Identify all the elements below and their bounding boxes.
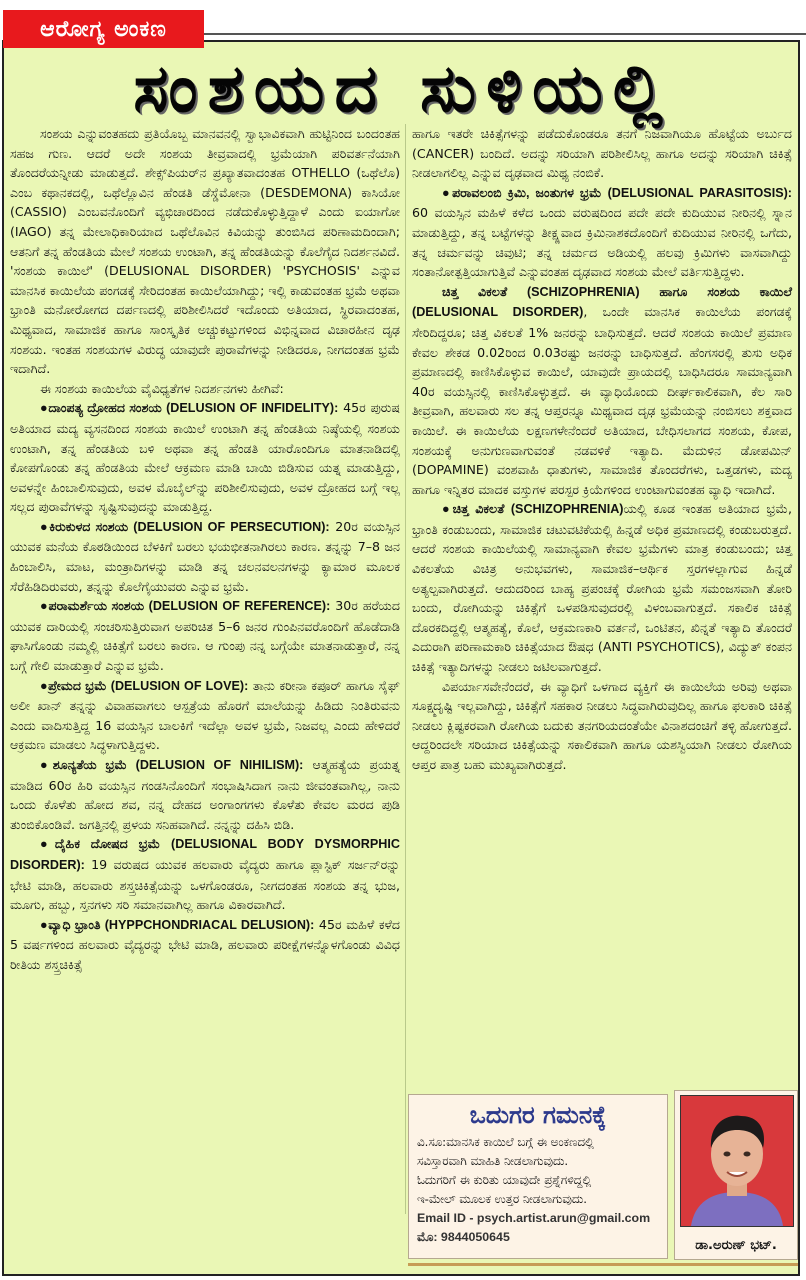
left-column bbox=[10, 124, 400, 975]
subsection-paragraph bbox=[10, 834, 400, 914]
body-paragraph bbox=[412, 124, 792, 183]
paragraph-text: 60 ವಯಸ್ಸಿನ ಮಹಿಳೆ ಕಳೆದ ಒಂದು ವರುಷದಿಂದ ಪದೇ ಪದೇ ಕುದಿಯುವ ನೀರಿನಲ್ಲಿ ಸ್ನಾನ ಮಾಡುತ್ತಿದ್ದು, ತನ್ನ ಬಟ್ಟೆಗಳನ್ನು ತೀಕ್ಷ್ಣವಾದ ಕ್ರಿಮಿನಾಶಕದೊಂದಿಗೆ ಕುದಿಯುವ ನೀರಿನಲ್ಲಿ ಒಗೆದು, ತನ್ನ ಚರ್ಮವನ್ನು ಚಿವುಟಿ; ತನ್ನ ಚರ್ಮದ ಅಡಿಯಲ್ಲಿ ಹಲವು ಕ್ರಿಮಿಗಳು ವಾಸವಾಗಿದ್ದು ಸಂತಾನೋತ್ಪತ್ತಿಯಾಗುತ್ತಿವೆ ಎನ್ನುವಂತಹ ದೃಢವಾದ ಸಂಶಯ ಮೇಲೆ ವರ್ತಿಸುತ್ತಿದ್ದಳು. bbox=[412, 205, 792, 280]
subsection-heading: ●ದೈಹಿಕ ದೋಷದ ಭ್ರಮೆ (DELUSIONAL BODY DYSMORPHIC DISORDER): bbox=[10, 837, 400, 872]
author-email[interactable]: Email ID - psych.artist.arun@gmail.com bbox=[417, 1211, 651, 1225]
paragraph-text: ಸಂಶಯ ಎನ್ನುವಂತಹದು ಪ್ರತಿಯೊಬ್ಬ ಮಾನವನಲ್ಲಿ ಸ್ವಾಭಾವಿಕವಾಗಿ ಹುಟ್ಟಿನಿಂದ ಬಂದಂತಹ ಸಹಜ ಗುಣ. ಆದರೆ ಅದೇ ಸಂಶಯ ತೀವ್ರವಾದಲ್ಲಿ ಭ್ರಮೆಯಾಗಿ ಪರಿವರ್ತನೆಯಾಗಿ ತೊಂದರೆಯನ್ನೀಡು ಮಾಡುತ್ತದೆ. ಶೇಕ್ಸ್‌ಪಿಯರ್‌ನ ಪ್ರಖ್ಯಾತವಾದಂತಹ OTHELLO (ಒಥೆಲೊ) ಎಂಬ ಕಥಾನಕದಲ್ಲಿ, ಒಥೆಲ್ಲೊವಿನ ಹೆಂಡತಿ ಡೆಸ್ಡೆಮೋನಾ (DESDEMONA) ಕಾಸಿಯೋ (CASSIO) ಎಂಬವನೊಂದಿಗೆ ವ್ಯಭಿಚಾರದಿಂದ ನಡೆದುಕೊಳ್ಳುತ್ತಿದ್ದಾಳೆ ಎಂದು ಐಯಾಗೋ (IAGO) ತನ್ನ ಮೇಲಾಧಿಕಾರಿಯಾದ ಒಥೆಲೊವಿನ ಕಿವಿಯನ್ನು ತುಂಬಿಸಿದ ಪರಿಣಾಮದಿಂದಾಗಿ; ಆತನಿಗೆ ತನ್ನ ಹೆಂಡತಿಯ ಮೇಲೆ ಸಂಶಯ ಉಂಟಾಗಿ, ತನ್ನ ಹೆಂಡತಿಯನ್ನು ಕೊಲೆಗೈದ ನಿದರ್ಶನವಿದೆ. 'ಸಂಶಯ ಕಾಯಿಲೆ' (DELUSIONAL DISORDER) 'PSYCHOSIS' ಎನ್ನುವ ಮಾನಸಿಕ ಕಾಯಿಲೆಯ ಪಂಗಡಕ್ಕೆ ಸೇರಿದಂತಹ ಕಾಯಿಲೆಯಾಗಿದ್ದು; ಇಲ್ಲಿ ಕಾಡುವಂತಹ ಭ್ರಮೆ ಅಥವಾ ಭ್ರಾಂತಿ ಮನೋರೋಗದ ದರ್ಪಣದಲ್ಲಿ ಪರಿಶೀಲಿಸಿದರೆ ಇದೊಂದು ಅತಿಯಾದ, ಸ್ಥಿರವಾದಂತಹ, ಮಿಥ್ಯವಾದ, ಸಾಮಾಜಿಕ ಹಾಗೂ ಸಾಂಸ್ಕೃತಿಕ ಅಚ್ಚುಕಟ್ಟುಗಳಿಂದ ವಿಭಿನ್ನವಾದ ವಿಚಾರಹೀನ ದೃಢ ಸಂಶಯ. ಇಂತಹ ಸಂಶಯಗಳ ವಿರುದ್ಧ ಯಾವುದೇ ಪುರಾವೆಗಳನ್ನು ನೀಡಿದರೂ, ನೀಗದಂತಹ ಭ್ರಮೆ ಇದಾಗಿದೆ. bbox=[10, 126, 400, 377]
portrait-illustration bbox=[681, 1096, 793, 1226]
subsection-paragraph bbox=[10, 676, 400, 755]
subsection-paragraph bbox=[10, 398, 400, 517]
paragraph-text: , ಒಂದೇ ಮಾನಸಿಕ ಕಾಯಿಲೆಯ ಪಂಗಡಕ್ಕೆ ಸೇರಿದಿದ್ದರೂ; ಚಿತ್ತ ವಿಕಲತೆ 1% ಜನರನ್ನು ಬಾಧಿಸುತ್ತದೆ. ಆದರೆ ಸಂಶಯ ಕಾಯಿಲೆ ಪ್ರಮಾಣ ಕೇವಲ ಶೇಕಡ 0.02ರಿಂದ 0.03ರಷ್ಟು ಜನರನ್ನು ಬಾಧಿಸುತ್ತದೆ. ಹೆಂಗಸರಲ್ಲಿ ತುಸು ಅಧಿಕ ಪ್ರಮಾಣದಲ್ಲಿ ಕಾಣಿಸಿಕೊಳ್ಳುವ ಕಾಯಿಲೆ, ಯಾವುದೇ ಪ್ರಾಯದಲ್ಲಿ ಬಾಧಿಸಿದರೂ ಸಾಮಾನ್ಯವಾಗಿ 40ರ ವಯಸ್ಸಿನಲ್ಲಿ ಕಾಣಿಸಿಕೊಳ್ಳುತ್ತದೆ. ಈ ವ್ಯಾಧಿಯೊಂದು ದೀರ್ಘಕಾಲಿಕವಾಗಿ, ಕೆಲ ಸಾರಿ ತೀವ್ರವಾಗಿ, ಹಲವಾರು ಸಲ ತನ್ನ ಆಪ್ತರನ್ನೂ ಮಿಥ್ಯವಾದ ದೃಢ ಭ್ರಮೆಯನ್ನು ನಂಬಿಸಲು ಶಕ್ತವಾದ ಕಾಯಿಲೆ. ಈ ಕಾಯಿಲೆಯ ಲಕ್ಷಣಗಳೇನೆಂದರೆ ಅತಿಯಾದ, ಬೇಧಿಸಲಾಗದ ಸಂಶಯ, ಕೋಪ, ಸಂಶಯಕ್ಕೆ ಅನುಗುಣವಾಗುವಂತೆ ನಡವಳಿಕೆ ಇತ್ಯಾದಿ. ಮೆದುಳಿನ ಡೋಪಮಿನ್ (DOPAMINE) ವಂಶವಾಹಿ ಧಾತುಗಳು, ಸಾಮಾಜಿಕ ತೊಂದರೆಗಳು, ಒತ್ತಡಗಳು, ಮದ್ಯ ಹಾಗೂ ಇನ್ನಿತರ ಮಾದಕ ವಸ್ತುಗಳ ಪರಸ್ಪರ ಕ್ರಿಯೆಗಳಿಂದ ಉಂಟಾಗುವಂತಹ ವ್ಯಾಧಿ ಇದಾಗಿದೆ. bbox=[412, 304, 792, 497]
subsection-heading: ●ಚಿತ್ತ ವಿಕಲತೆ (SCHIZOPHRENIA) bbox=[442, 502, 624, 517]
column-divider bbox=[405, 124, 406, 1214]
author-portrait-icon bbox=[680, 1095, 794, 1227]
paragraph-text: ಹಾಗೂ ಇತರೇ ಚಿಕಿತ್ಸೆಗಳನ್ನು ಪಡೆದುಕೊಂಡರೂ ತನಗೆ ನಿಜವಾಗಿಯೂ ಹೊಟ್ಟೆಯ ಅರ್ಬುದ (CANCER) ಬಂದಿದೆ. ಅದನ್ನು ಸರಿಯಾಗಿ ಪರಿಶೀಲಿಸಿಲ್ಲ ಹಾಗೂ ಅದನ್ನು ಸರಿಯಾಗಿ ಚಿಕಿತ್ಸೆ ನೀಡಲಾಗಲಿಲ್ಲ ಎನ್ನುವ ದೃಢವಾದ ಮಿಥ್ಯ ನಂಬಿಕೆ. bbox=[412, 126, 792, 181]
paragraph-text: ಯಲ್ಲಿ ಕೂಡ ಇಂತಹ ಅತಿಯಾದ ಭ್ರಮೆ, ಭ್ರಾಂತಿ ಕಂಡುಬಂದು, ಸಾಮಾಜಿಕ ಚಟುವಟಿಕೆಯಲ್ಲಿ ಹಿನ್ನಡೆ ಅಧಿಕ ಪ್ರಮಾಣದಲ್ಲಿ ಕಂಡುಬರುತ್ತದೆ. ಆದರೆ ಸಂಶಯ ಕಾಯಿಲೆಯಲ್ಲಿ ಸಾಮಾನ್ಯವಾಗಿ ಕೇವಲ ಭ್ರಮೆಗಳು ಮಾತ್ರ ಕಂಡುಬಂದು; ಚಿತ್ತ ವಿಕಲತೆಯ ವಿಚಿತ್ರ ಅನುಭವಗಳು, ಸಾಮಾಜಿಕ–ಆರ್ಥಿಕ ಸ್ತರಗಳಲ್ಲಾಗುವ ಹಿನ್ನಡೆ ಅತ್ಯಲ್ಪವಾಗಿರುತ್ತದೆ. ಆದುದರಿಂದ ಬಾಹ್ಯ ಪ್ರಪಂಚಕ್ಕೆ ರೋಗಿಯ ಭ್ರಮೆ ಸಮಂಜಸವಾಗಿ ತೋರಿ ಬಂದು, ರೋಗಿಯನ್ನು ಚಿಕಿತ್ಸೆಗೆ ಒಳಪಡಿಸುವುದರಲ್ಲಿ ವಿಳಂಬವಾಗುತ್ತದೆ. ಸಕಾಲಿಕ ಚಿಕಿತ್ಸೆ ದೊರಕದಿದ್ದಲ್ಲಿ ಆತ್ಮಹತ್ಯೆ, ಕೊಲೆ, ಆಕ್ರಮಣಕಾರಿ ವರ್ತನೆ, ಒಂಟಿತನ, ಖಿನ್ನತೆ ಇತ್ಯಾದಿ ತೊಂದರೆ ಎದುರಾಗಿ ಪರಿಣಾಮಕಾರಿ ಚಿಕಿತ್ಸೆಯಾದ ಔಷಧ (ANTI PSYCHOTICS), ವಿದ್ಯುತ್ ಕಂಪನ ಚಿಕಿತ್ಸೆ ಇತ್ಯಾದಿಗಳನ್ನು ನೀಡಲು ಜಟಿಲವಾಗುತ್ತದೆ. bbox=[412, 501, 792, 675]
readers-note-line: ಸವಿಸ್ತಾರವಾಗಿ ಮಾಹಿತಿ ನೀಡಲಾಗುವುದು. bbox=[417, 1154, 569, 1168]
readers-note-title: ಒದುಗರ ಗಮನಕ್ಕೆ bbox=[469, 1101, 607, 1129]
readers-note-body bbox=[417, 1133, 659, 1209]
body-paragraph bbox=[10, 379, 400, 399]
headline: ಸಂಶಯದ ಸುಳಿಯಲ್ಲಿ bbox=[133, 49, 673, 127]
author-name: ಡಾ.ಅರುಣ್ ಭಟ್. bbox=[695, 1238, 777, 1253]
paragraph-text: ತಾನು ಕರೀನಾ ಕಪೂರ್ ಹಾಗೂ ಸೈಫ್ ಅಲೀ ಖಾನ್ ತನ್ನನ್ನು ವಿವಾಹವಾಗಲು ಆಸ್ಪತ್ರೆಯ ಹೊರಗೆ ಮಾಲೆಯನ್ನು ಹಿಡಿದು ನಿಂತಿರುವನು ಎಂದು ವಾದಿಸುತ್ತಿದ್ದ 16 ವಯಸ್ಸಿನ ಬಾಲಕಿಗೆ ಇದೆಲ್ಲಾ ಅವಳ ಭ್ರಮೆ, ನಿಜವಲ್ಲ ಎಂದು ಹೇಳಿದರೆ ಆಕ್ರಮಣ ಮಾಡಲು ಸಿದ್ಧಳಾಗುತ್ತಿದ್ದಳು. bbox=[10, 677, 400, 753]
paragraph-text: ವಿಪರ್ಯಾಸವೇನೆಂದರೆ, ಈ ವ್ಯಾಧಿಗೆ ಒಳಗಾದ ವ್ಯಕ್ತಿಗೆ ಈ ಕಾಯಿಲೆಯ ಅರಿವು ಅಥವಾ ಸೂಕ್ಷ್ಮದೃಷ್ಟಿ ಇಲ್ಲವಾಗಿದ್ದು, ಚಿಕಿತ್ಸೆಗೆ ಸಹಕಾರ ನೀಡಲು ಸಿದ್ಧವಾಗಿರುವುದಿಲ್ಲ ಹಾಗೂ ಫಲಕಾರಿ ಚಿಕಿತ್ಸೆ ನೀಡಲು ಕ್ಲಿಷ್ಟಕರವಾಗಿ ರೋಗಿಯ ಬದುಕು ತನಗರಿಯದಂತೆಯೇ ವಿನಾಶದಂಚಿಗೆ ತಳ್ಳಿ ಹೋಗುತ್ತದೆ. ಆದ್ದರಿಂದಲೇ ಸರಿಯಾದ ಚಿಕಿತ್ಸೆಯನ್ನು ಸಕಾಲಿಕವಾಗಿ ಹಾಗೂ ಯಶಸ್ವಿಯಾಗಿ ನೀಡಲು ರೋಗಿಯ ಆಪ್ತರ ಪಾತ್ರ ಬಹು ಮುಖ್ಯವಾಗಿರುತ್ತದೆ. bbox=[412, 678, 792, 772]
subsection-heading: ●ಪರಾಮರ್ಶೆಯ ಸಂಶಯ (DELUSION OF REFERENCE): bbox=[40, 599, 331, 614]
subsection-heading: ●ಶೂನ್ಯತೆಯ ಭ್ರಮೆ (DELUSION OF NIHILISM): bbox=[40, 758, 304, 772]
subsection-heading: ●ಪರಾವಲಂಬಿ ಕ್ರಿಮಿ, ಜಂತುಗಳ ಭ್ರಮೆ (DELUSIONAL PARASITOSIS): bbox=[442, 185, 792, 200]
subsection-paragraph bbox=[10, 755, 400, 834]
subsection-heading: ●ದಾಂಪತ್ಯ ದ್ರೋಹದ ಸಂಶಯ (DELUSION OF INFIDELITY): bbox=[40, 401, 339, 416]
readers-note-line: ಓದುಗರಿಗೆ ಈ ಕುರಿತು ಯಾವುದೇ ಪ್ರಶ್ನೆಗಳಿದ್ದಲ್ಲಿ bbox=[417, 1173, 592, 1187]
subsection-paragraph bbox=[412, 183, 792, 282]
body-paragraph bbox=[10, 124, 400, 379]
paragraph-text: 20ರ ವಯಸ್ಸಿನ ಯುವಕ ಮನೆಯ ಕೊಠಡಿಯಿಂದ ಬೆಳಕಿಗೆ ಬರಲು ಭಯಭೀತನಾಗಿರಲು ಕಾರಣ. ತನ್ನನ್ನು 7–8 ಜನ ಹಿಂಬಾಲಿಸಿ, ಮಾಟ, ಮಂತ್ರಾದಿಗಳನ್ನು ಮಾಡಿ ತನ್ನ ಚಲನವಲನಗಳನ್ನು ಕ್ಯಾಮಾರ ಮೂಲಕ ಸೆರೆಹಿಡಿದಿರುವರು, ತನ್ನನ್ನು ಕೊಲೆಗೈಯುವರು ಎನ್ನುವ ಭ್ರಮೆ. bbox=[10, 518, 400, 594]
author-phone: ಮೊ: 9844050645 bbox=[417, 1230, 510, 1244]
subsection-paragraph bbox=[412, 499, 792, 676]
paragraph-text: 19 ವರುಷದ ಯುವಕ ಹಲವಾರು ವೈದ್ಯರು ಹಾಗೂ ಪ್ಲಾಸ್ಟಿಕ್ ಸರ್ಜನ್‌ರನ್ನು ಭೇಟಿ ಮಾಡಿ, ಹಲವಾರು ಶಸ್ತ್ರಚಿಕಿತ್ಸೆಯನ್ನು ಒಳಗೊಂಡರೂ, ನೀಗದಂತಹ ಸಂಶಯ ತನ್ನ ಭುಜ, ಮೂಗು, ಹಬ್ಬು, ಸ್ತನಗಳು ಸರಿ ಸಮಾನವಾಗಿಲ್ಲ ಹಾಗೂ ವಿಕಾರವಾಗಿದೆ. bbox=[10, 856, 400, 913]
paragraph-text: ಆತ್ಮಹತ್ಯೆಯ ಪ್ರಯತ್ನ ಮಾಡಿದ 60ರ ಹಿರಿ ವಯಸ್ಸಿನ ಗಂಡಸಿನೊಂದಿಗೆ ಸಂಭಾಷಿಸಿದಾಗ ನಾನು ಜೀವಂತವಾಗಿಲ್ಲ, ನಾನು ಒಂದು ಕೊಳೆತು ಹೋದ ಶವ, ನನ್ನ ದೇಹದ ಅಂಗಾಂಗಗಳು ಕೊಳೆತು ಕೇವಲ ಮರದ ಪುಡಿ ತುಂಬಿಕೊಂಡಿವೆ. ಜಗತ್ತಿನಲ್ಲಿ ಪ್ರಳಯ ಸನಿಹವಾಗಿದೆ. ನನ್ನನ್ನು ದಹಿಸಿ ಬಿಡಿ. bbox=[10, 757, 401, 832]
paragraph-text: 30ರ ಹರೆಯದ ಯುವಕ ದಾರಿಯಲ್ಲಿ ಸಂಚರಿಸುತ್ತಿರುವಾಗ ಅಪರಿಚಿತ 5–6 ಜನರ ಗುಂಪಿನವರೊಂದಿಗೆ ಹೊಡೆದಾಡಿ ಘಾಸಿಗೊಂಡು ನಮ್ಮಲ್ಲಿ ಚಿಕಿತ್ಸೆಗೆ ಬರಲು ಕಾರಣ. ಆ ಗುಂಪು ನನ್ನ ಬಗ್ಗೆಯೇ ಮಾತನಾಡುತ್ತಾರೆ, ನನ್ನ ಬಗ್ಗೆ ಗೇಲಿ ಮಾಡುತ್ತಾರೆ ಎನ್ನುವ ಭ್ರಮೆ. bbox=[10, 598, 400, 674]
subsection-paragraph bbox=[412, 282, 792, 500]
box-underline bbox=[408, 1263, 798, 1266]
subsection-heading: ●ಕಿರುಕುಳದ ಸಂಶಯ (DELUSION OF PERSECUTION): bbox=[40, 519, 330, 534]
subsection-paragraph bbox=[10, 596, 400, 675]
paragraph-text: 45ರ ಪುರುಷ ಅತಿಯಾದ ಮದ್ಯ ವ್ಯಸನದಿಂದ ಸಂಶಯ ಕಾಯಿಲೆ ಉಂಟಾಗಿ ತನ್ನ ಹೆಂಡತಿಯ ನಿಷ್ಠೆಯಲ್ಲಿ ಸಂಶಯ ಉಂಟಾಗಿ, ತನ್ನ ಹೆಂಡತಿಯ ಬಳಿ ಅಥವಾ ತನ್ನ ಹೆಂಡತಿ ಯಾರೊಂದಿಗೂ ಮಾತನಾಡಿದಲ್ಲಿ ಕೋಪಗೊಂಡು ತನ್ನ ಹೆಂಡತಿಯ ಮೇಲೆ ಆಕ್ರಮಣ ಮಾಡಿ ಬಾಯಿ ಬಿಡಿಸುವ ಯತ್ನ ಮಾಡುತ್ತಿದ್ದು, ಅವಳನ್ನೇ ಹಿಂಬಾಲಿಸುವುದು, ಅವಳ ಮೊಬೈಲ್‌ನ್ನು ಪರಿಶೀಲಿಸುವುದು, ಅವಳ ದ್ರೋಹದ ಬಗ್ಗೆ ಇಲ್ಲ ಸಲ್ಲದ ಪುರಾವೆಗಳನ್ನು ಸೃಷ್ಟಿಸುವುದನ್ನು ಮಾಡುತ್ತಿದ್ದ. bbox=[10, 400, 400, 515]
subsection-heading: ಚಿತ್ತ ವಿಕಲತೆ (SCHIZOPHRENIA) ಹಾಗೂ ಸಂಶಯ ಕಾಯಿಲೆ (DELUSIONAL DISORDER) bbox=[412, 284, 792, 320]
section-tag: ಆರೋಗ್ಯ ಅಂಕಣ bbox=[3, 10, 204, 48]
readers-note-box bbox=[408, 1094, 668, 1259]
author-box bbox=[674, 1090, 798, 1260]
subsection-heading: ●ವ್ಯಾಧಿ ಭ್ರಾಂತಿ (HYPPCHONDRIACAL DELUSION): bbox=[40, 917, 315, 932]
right-column bbox=[412, 124, 792, 775]
paragraph-text: ಈ ಸಂಶಯ ಕಾಯಿಲೆಯ ವೈವಿಧ್ಯತೆಗಳ ನಿದರ್ಶನಗಳು ಹೀಗಿವೆ: bbox=[40, 380, 284, 396]
readers-note-line: ವಿ.ಸೂ:ಮಾನಸಿಕ ಕಾಯಿಲೆ ಬಗ್ಗೆ ಈ ಅಂಕಣದಲ್ಲಿ bbox=[417, 1135, 594, 1149]
top-rule bbox=[204, 33, 806, 35]
body-paragraph bbox=[412, 677, 792, 775]
readers-note-line: ಇ-ಮೇಲ್ ಮೂಲಕ ಉತ್ತರ ನೀಡಲಾಗುವುದು. bbox=[417, 1192, 587, 1206]
subsection-paragraph bbox=[10, 915, 400, 975]
subsection-paragraph bbox=[10, 517, 400, 596]
subsection-heading: ●ಪ್ರೇಮದ ಭ್ರಮೆ (DELUSION OF LOVE): bbox=[40, 678, 249, 693]
paragraph-text: 45ರ ಮಹಿಳೆ ಕಳೆದ 5 ವರ್ಷಗಳಿಂದ ಹಲವಾರು ವೈದ್ಯರನ್ನು ಭೇಟಿ ಮಾಡಿ, ಹಲವಾರು ಪರೀಕ್ಷೆಗಳನ್ನೊಳಗೊಂಡು ವಿವಿಧ ರೀತಿಯ ಶಸ್ತ್ರಚಿಕಿತ್ಸೆ bbox=[10, 916, 400, 972]
